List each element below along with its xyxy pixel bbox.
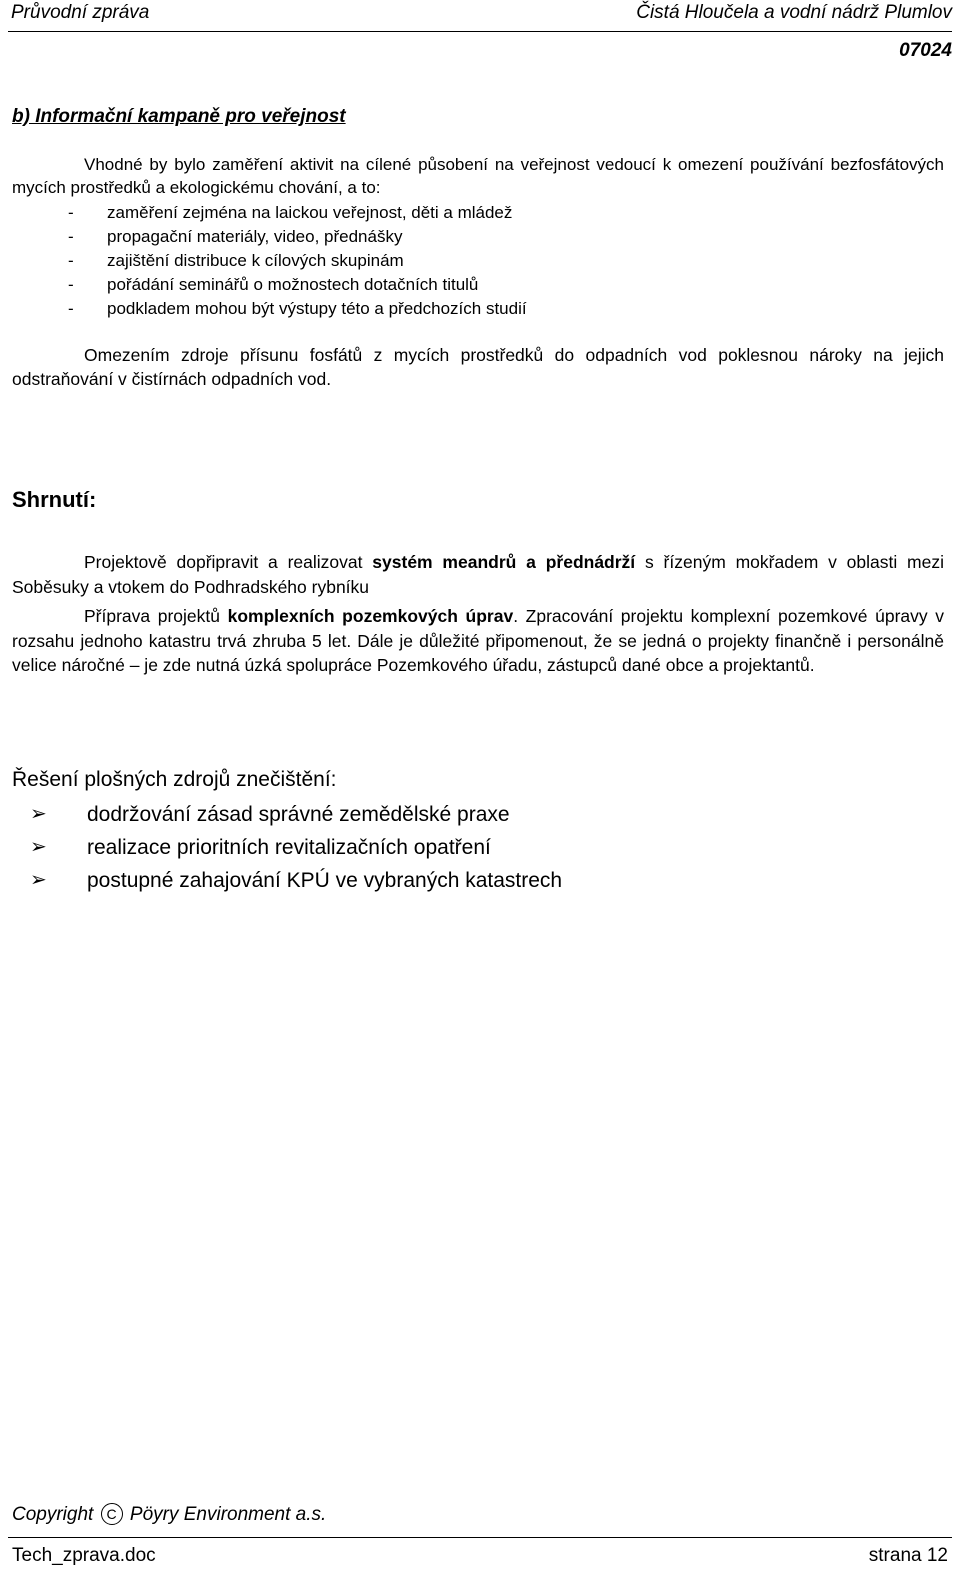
list-item: [30, 831, 562, 864]
header-project-number: 07024: [899, 40, 952, 61]
summary-p1-text-a: Projektově dopřipravit a realizovat: [84, 552, 373, 572]
footer-page-number: strana 12: [868, 1545, 948, 1566]
list-item: - zaměření zejména na laickou veřejnost, děti a mládež: [68, 203, 513, 222]
summary-p2-text-a: Příprava projektů: [84, 606, 228, 626]
list-item-text: podkladem mohou být výstupy této a předchozích studií: [107, 299, 527, 318]
summary-p2-bold: komplexních pozemkových úprav: [227, 606, 514, 626]
list-item-text: realizace prioritních revitalizačních opatření: [87, 836, 491, 859]
list-item-text: dodržování zásad správné zemědělské praxe: [87, 803, 510, 826]
list-item: - zajištění distribuce k cílových skupinám: [68, 251, 404, 270]
area-sources-heading: Řešení plošných zdrojů znečištění:: [12, 768, 337, 791]
list-item-text: zaměření zejména na laickou veřejnost, děti a mládež: [107, 203, 513, 222]
summary-p1-bold: systém meandrů a přednádrží: [372, 552, 636, 572]
area-sources-list: [30, 798, 562, 897]
summary-paragraph-2: [12, 604, 944, 678]
section-b-closing: [12, 343, 944, 391]
list-item-text: postupné zahajování KPÚ ve vybraných katastrech: [87, 869, 563, 892]
list-item: - podkladem mohou být výstupy této a předchozích studií: [68, 299, 527, 318]
footer-divider: [8, 1537, 952, 1538]
list-item: - pořádání seminářů o možnostech dotačních titulů: [68, 275, 479, 294]
list-item-text: pořádání seminářů o možnostech dotačních titulů: [107, 275, 479, 294]
section-b-intro-text: Vhodné by bylo zaměření aktivit na cílené působení na veřejnost vedoucí k omezení používání bezfosfátových mycích prostředků a ekologickému chování, a to:: [12, 155, 944, 197]
footer-filename: Tech_zprava.doc: [12, 1545, 156, 1566]
summary-heading: Shrnutí:: [12, 487, 97, 512]
list-item: [30, 864, 562, 897]
section-b-heading: b) Informační kampaně pro veřejnost: [12, 106, 346, 127]
header-project-title: Čistá Hloučela a vodní nádrž Plumlov: [636, 2, 952, 23]
copyright-line: [12, 1503, 326, 1526]
arrow-bullet-icon: ➢: [30, 803, 47, 825]
header-document-type: Průvodní zpráva: [11, 2, 150, 23]
section-b-list: [12, 201, 527, 321]
header-divider: [8, 31, 952, 32]
list-item-text: zajištění distribuce k cílových skupinám: [107, 251, 404, 270]
arrow-bullet-icon: ➢: [30, 869, 47, 891]
copyright-label: Copyright: [12, 1504, 94, 1525]
list-item: [30, 798, 562, 831]
arrow-bullet-icon: ➢: [30, 836, 47, 858]
summary-p1-text-b: s řízeným mokřadem v oblasti mezi Soběsuky a vtokem do Podhradského rybníku: [12, 552, 945, 597]
company-name: Pöyry Environment a.s.: [129, 1504, 327, 1525]
list-item-text: propagační materiály, video, přednášky: [107, 227, 403, 246]
list-item: - propagační materiály, video, přednášky: [68, 227, 403, 246]
section-b-intro: [12, 153, 944, 199]
summary-paragraph-1: [12, 550, 944, 599]
copyright-icon: C: [101, 1503, 123, 1525]
summary-p2-text-b: . Zpracování projektu komplexní pozemkové úpravy v rozsahu jednoho katastru trvá zhruba 5 let. Dále je důležité připomenout, že se jedná o projekty finančně i personálně velice náročné – je zde nutná úzká spolupráce Pozemkového úřadu, zástupců dané obce a projektantů.: [12, 606, 944, 675]
section-b-closing-text: Omezením zdroje přísunu fosfátů z mycích prostředků do odpadních vod poklesnou nároky na jejich odstraňování v čistírnách odpadních vod.: [12, 345, 944, 389]
